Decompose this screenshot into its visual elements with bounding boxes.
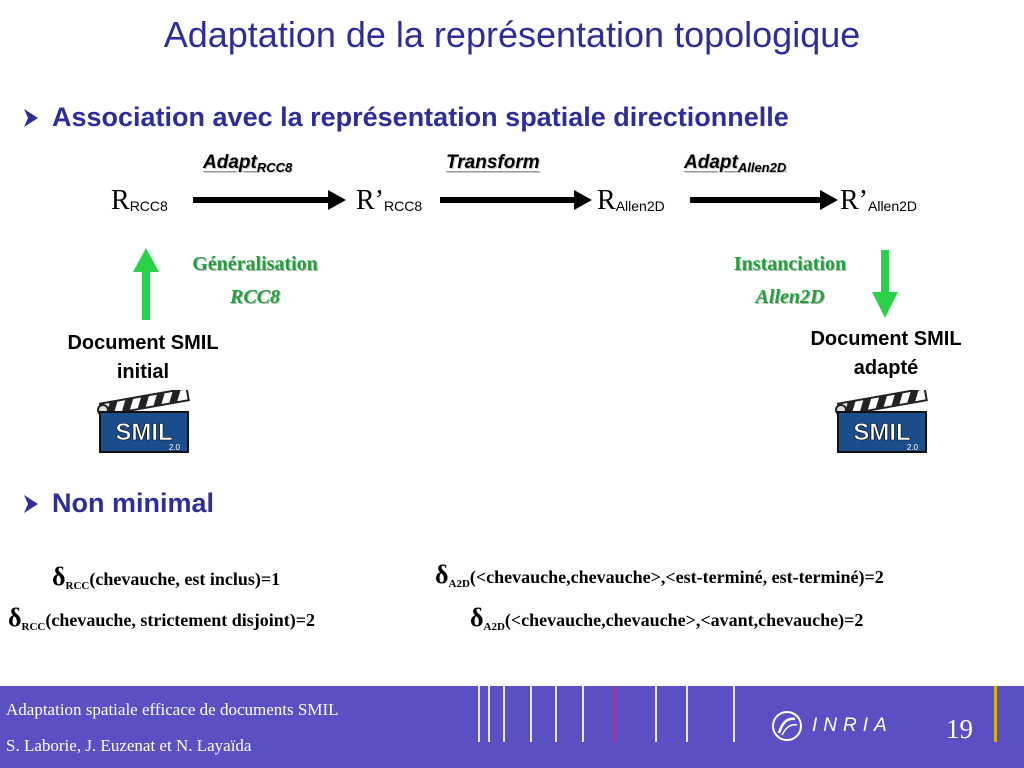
page-number: 19 xyxy=(946,714,973,744)
svg-text:2.0: 2.0 xyxy=(168,443,180,452)
adapt-rcc8-sub: RCC8 xyxy=(256,160,293,175)
generalisation-line2: RCC8 xyxy=(229,286,281,308)
arrow-transform xyxy=(440,190,592,210)
svg-text:SMIL: SMIL xyxy=(115,419,173,446)
bullet-non-minimal-text: Non minimal xyxy=(52,488,215,518)
formula-a2d-1 xyxy=(435,560,884,590)
formula-a2d-1-delta: δ xyxy=(435,560,449,589)
formula-a2d-2-sub: A2D xyxy=(483,621,505,633)
instanciation-line2: Allen2D xyxy=(755,286,825,308)
formula-rcc-2-sub: RCC xyxy=(21,621,46,633)
formula-a2d-2-delta: δ xyxy=(470,603,484,632)
bullet-non-minimal xyxy=(22,488,214,519)
document-adapte-line1: Document SMIL xyxy=(810,328,962,350)
adapt-allen2d-main: Adapt xyxy=(684,152,738,173)
formula-a2d-2 xyxy=(470,603,863,633)
document-initial-line1: Document SMIL xyxy=(67,332,219,354)
formula-rcc-1 xyxy=(52,562,280,592)
document-adapte-line2: adapté xyxy=(853,357,919,379)
svg-text:SMIL: SMIL xyxy=(853,419,911,446)
document-adapte-label xyxy=(776,325,996,383)
adapt-allen2d-sub: Allen2D xyxy=(737,160,787,175)
generalisation-line1: Généralisation xyxy=(192,253,318,275)
formula-rcc-2-rest: (chevauche, strictement disjoint)=2 xyxy=(45,610,316,630)
smil-logo-initial xyxy=(96,390,192,454)
arrow-adapt-allen2d xyxy=(690,190,838,210)
relation-r-allen2d-sub: Allen2D xyxy=(615,198,665,214)
inria-emblem-icon xyxy=(770,709,804,743)
smil-logo-adapte xyxy=(834,390,930,454)
document-initial-line2: initial xyxy=(116,361,170,383)
footer-title: Adaptation spatiale efficace de documents SMIL xyxy=(6,700,339,719)
formula-a2d-2-rest: (<chevauche,chevauche>,<avant,chevauche)=2 xyxy=(504,610,864,630)
relation-r-prime-rcc8-sub: RCC8 xyxy=(384,198,423,214)
inria-logo xyxy=(770,704,922,748)
relation-r-prime-rcc8-main: R’ xyxy=(356,185,384,216)
bullet-arrow-icon xyxy=(22,493,40,515)
relation-r-allen2d-main: R xyxy=(597,185,616,216)
inria-wordmark: INRIA xyxy=(812,715,893,736)
bullet-association-text: Association avec la représentation spatiale directionnelle xyxy=(52,102,789,132)
relation-r-prime-allen2d-main: R’ xyxy=(840,185,868,216)
formula-rcc-1-delta: δ xyxy=(52,562,66,591)
relation-r-rcc8-main: R xyxy=(111,185,130,216)
formula-rcc-2-delta: δ xyxy=(8,603,22,632)
document-initial-label xyxy=(33,329,253,387)
footer-authors: S. Laborie, J. Euzenat et N. Layaïda xyxy=(6,736,252,755)
formula-a2d-1-sub: A2D xyxy=(448,578,470,590)
formula-rcc-1-sub: RCC xyxy=(65,580,90,592)
svg-text:2.0: 2.0 xyxy=(906,443,918,452)
relation-r-prime-allen2d-sub: Allen2D xyxy=(868,198,918,214)
formula-rcc-1-rest: (chevauche, est inclus)=1 xyxy=(89,569,281,589)
arrow-adapt-rcc8 xyxy=(193,190,346,210)
page-title: Adaptation de la représentation topologique xyxy=(163,14,861,55)
relation-r-rcc8-sub: RCC8 xyxy=(129,198,168,214)
formula-rcc-2 xyxy=(8,603,315,633)
adapt-rcc8-main: Adapt xyxy=(203,152,257,173)
transform-main: Transform xyxy=(446,152,540,173)
generalisation-label xyxy=(155,248,355,314)
formula-a2d-1-rest: (<chevauche,chevauche>,<est-terminé, est-terminé)=2 xyxy=(469,567,884,587)
instanciation-line1: Instanciation xyxy=(733,253,847,275)
instanciation-label xyxy=(690,248,890,314)
